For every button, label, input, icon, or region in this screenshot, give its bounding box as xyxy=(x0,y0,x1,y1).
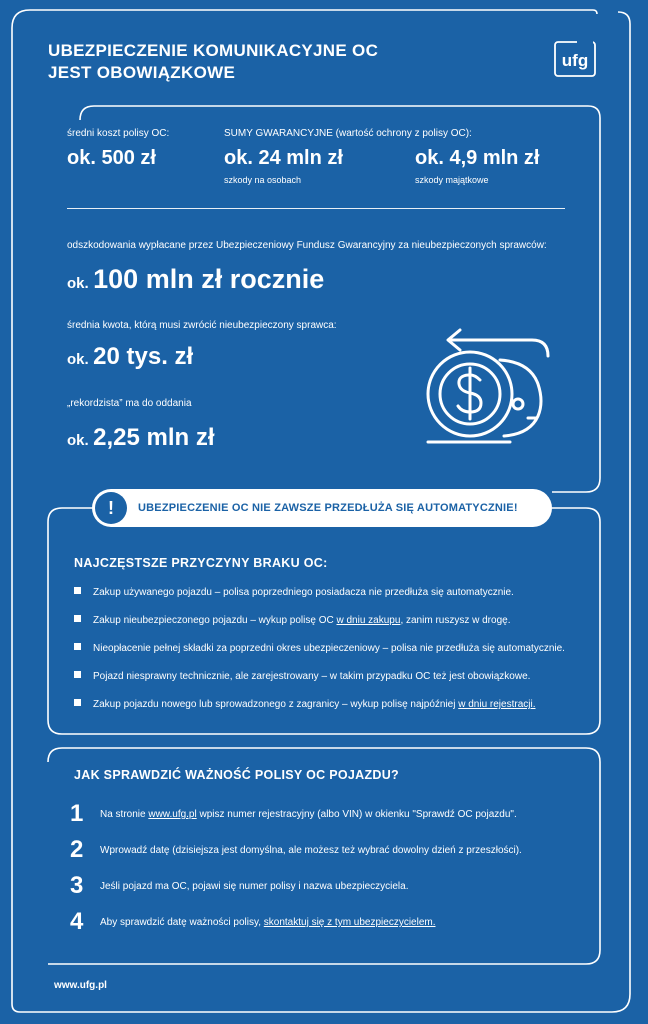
ufg-link[interactable]: www.ufg.pl xyxy=(148,809,197,820)
step-number: 4 xyxy=(70,908,84,935)
record-label: „rekordzista” ma do oddania xyxy=(67,398,192,409)
list-item: Pojazd niesprawny technicznie, ale zarejestrowany – w takim przypadku OC też jest obowiązkowe. xyxy=(74,670,604,684)
avg-cost-label: średni koszt polisy OC: xyxy=(67,128,170,139)
footer-url[interactable]: www.ufg.pl xyxy=(54,980,107,991)
personal-sum-label: szkody na osobach xyxy=(224,175,302,185)
step-number: 1 xyxy=(70,800,84,827)
bullet-icon xyxy=(74,615,81,622)
ufg-logo xyxy=(553,38,597,78)
list-item: Zakup nieubezpieczonego pojazdu – wykup polisę OC w dniu zakupu, zanim ruszysz w drogę. xyxy=(74,614,604,628)
fund-label: odszkodowania wypłacane przez Ubezpieczeniowy Fundusz Gwarancyjny za nieubezpieczonych sprawców: xyxy=(67,240,547,251)
step-number: 2 xyxy=(70,836,84,863)
alert-text: UBEZPIECZENIE OC NIE ZAWSZE PRZEDŁUŻA SIĘ AUTOMATYCZNIE! xyxy=(138,502,518,514)
sums-label: SUMY GWARANCYJNE (wartość ochrony z polisy OC): xyxy=(224,128,472,139)
list-item: Zakup pojazdu nowego lub sprowadzonego z zagranicy – wykup polisę najpóźniej w dniu rejestracji. xyxy=(74,698,604,712)
reasons-heading: NAJCZĘSTSZE PRZYCZYNY BRAKU OC: xyxy=(74,556,328,570)
bullet-icon xyxy=(74,699,81,706)
bullet-icon xyxy=(74,587,81,594)
fund-amount: ok. 100 mln zł rocznie xyxy=(67,264,325,294)
avg-cost-value: ok. 500 zł xyxy=(67,147,156,169)
divider xyxy=(67,208,565,209)
personal-sum-value: ok. 24 mln zł xyxy=(224,147,343,169)
step-text: Aby sprawdzić datę ważności polisy, skontaktuj się z tym ubezpieczycielem. xyxy=(100,917,436,928)
step-text: Jeśli pojazd ma OC, pojawi się numer polisy i nazwa ubezpieczyciela. xyxy=(100,881,409,892)
list-item: Nieopłacenie pełnej składki za poprzedni okres ubezpieczeniowy – polisa nie przedłuża się automatycznie. xyxy=(74,642,604,656)
bullet-icon xyxy=(74,671,81,678)
step-text: Na stronie www.ufg.pl wpisz numer rejestracyjny (albo VIN) w okienku "Sprawdź OC pojazdu". xyxy=(100,809,517,820)
exclamation-icon: ! xyxy=(95,492,127,524)
money-car-icon xyxy=(420,322,560,452)
property-sum-value: ok. 4,9 mln zł xyxy=(415,147,540,169)
avg-return-amount: ok. 20 tys. zł xyxy=(67,343,194,370)
page-title: UBEZPIECZENIE KOMUNIKACYJNE OC JEST OBOWIĄZKOWE xyxy=(48,41,379,82)
avg-return-label: średnia kwota, którą musi zwrócić nieubezpieczony sprawca: xyxy=(67,320,337,331)
auto-renew-alert xyxy=(92,489,552,527)
record-amount: ok. 2,25 mln zł xyxy=(67,424,215,451)
svg-text:ufg: ufg xyxy=(561,51,589,70)
bullet-icon xyxy=(74,643,81,650)
step-text: Wprowadź datę (dzisiejsza jest domyślna, ale możesz też wybrać dowolny dzień z przeszłości). xyxy=(100,845,522,856)
step-number: 3 xyxy=(70,872,84,899)
property-sum-label: szkody majątkowe xyxy=(415,175,489,185)
list-item: Zakup używanego pojazdu – polisa poprzedniego posiadacza nie przedłuża się automatycznie. xyxy=(74,586,604,600)
check-heading: JAK SPRAWDZIĆ WAŻNOŚĆ POLISY OC POJAZDU? xyxy=(74,768,399,782)
